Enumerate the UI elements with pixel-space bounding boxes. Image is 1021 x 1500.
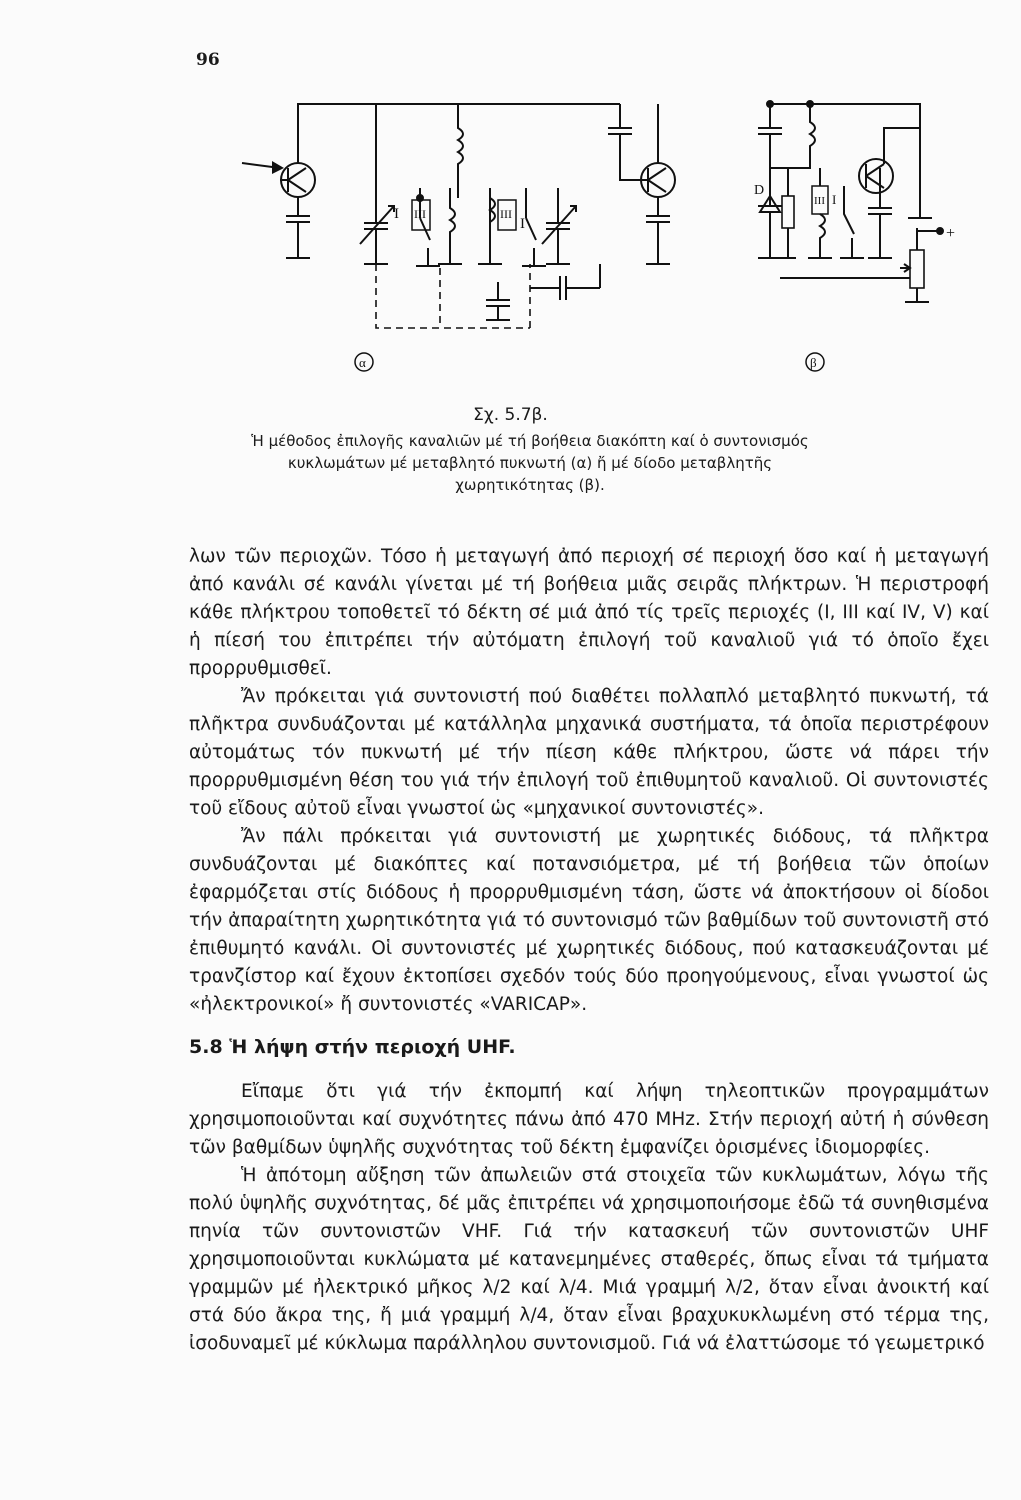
section-heading: 5.8 Ἡ λήψη στήν περιοχή UHF.	[189, 1036, 516, 1058]
roman-Ib-label: I	[520, 216, 525, 232]
roman-Ic-label: I	[832, 192, 837, 207]
roman-IIIc-label: III	[814, 195, 825, 207]
label-alpha: α	[359, 355, 366, 370]
roman-IIIb-label: III	[500, 207, 512, 221]
label-beta: β	[810, 355, 817, 370]
roman-III-label: III	[414, 207, 426, 221]
roman-I-label: I	[394, 206, 399, 222]
figure-caption-title: Σχ. 5.7β.	[473, 405, 548, 425]
plus-label: +	[946, 225, 956, 242]
body-text-section	[189, 1078, 989, 1358]
paragraph-2: Ἄν πρόκειται γιά συντονιστή πού διαθέτει πολλαπλό μεταβλητό πυκνωτή, τά πλῆκτρα συνδυάζονται μέ κατάλληλα μηχανικά συστήματα, τά ὁποῖα περιστρέφουν αὐτομάτως τόν πυκνωτή μέ τήν πίεση κάθε πλήκτρου, ὥστε νά πάρει τήν προρρυθμισμένη θέση του γιά τήν ἐπιλογή τοῦ ἐπιθυμητοῦ καναλιοῦ. Οἱ συντονιστές τοῦ εἴδους αὐτοῦ εἶναι γνωστοί ὡς «μηχανικοί συντονιστές».	[189, 686, 989, 819]
diode-label: D	[754, 183, 765, 198]
circuit-figure	[180, 88, 960, 388]
section-paragraph-1: Εἴπαμε ὅτι γιά τήν ἐκπομπή καί λήψη τηλεοπτικῶν προγραμμάτων χρησιμοποιοῦνται καί συχνότητες πάνω ἀπό 470 MHz. Στήν περιοχή αὐτή ἡ σύνθεση τῶν βαθμίδων ὑψηλῆς συχνότητας τοῦ δέκτη ἐμφανίζει ὁρισμένες ἰδιομορφίες.	[189, 1081, 989, 1158]
circuit-b	[754, 101, 955, 371]
figure-caption-text: Ἡ μέθοδος ἐπιλογῆς καναλιῶν μέ τή βοήθεια διακόπτη καί ὁ συντονισμός κυκλωμάτων μέ μεταβλητό πυκνωτή (α) ἤ μέ δίοδο μεταβλητῆς χωρητικότητας (β).	[251, 432, 809, 494]
section-paragraph-2: Ἡ ἀπότομη αὔξηση τῶν ἀπωλειῶν στά στοιχεῖα τῶν κυκλωμάτων, λόγω τῆς πολύ ὑψηλῆς συχνότητας, δέ μᾶς ἐπιτρέπει νά χρησιμοποιήσομε ἐδῶ τά συνηθισμένα πηνία τῶν συντονιστῶν VHF. Γιά τήν κατασκευή τῶν συντονιστῶν UHF χρησιμοποιοῦνται κυκλώματα μέ κατανεμημένες σταθερές, ὅπως εἶναι τά τμήματα γραμμῶν μέ ἠλεκτρικό μῆκος λ/2 καί λ/4. Μιά γραμμή λ/2, ὅταν εἶναι ἀνοικτή καί στά δύο ἄκρα της, ἤ μιά γραμμή λ/4, ὅταν εἶναι βραχυκυκλωμένη στό τέρμα της, ἰσοδυναμεῖ μέ κύκλωμα παράλληλου συντονισμοῦ. Γιά νά ἐλαττώσομε τό γεωμετρικό	[189, 1165, 989, 1354]
paragraph-1: λων τῶν περιοχῶν. Τόσο ἡ μεταγωγή ἀπό περιοχή σέ περιοχή ὅσο καί ἡ μεταγωγή ἀπό κανάλι σέ κανάλι γίνεται μέ τή βοήθεια μιᾶς σειρᾶς πλήκτρων. Ἡ περιστροφή κάθε πλήκτρου τοποθετεῖ τό δέκτη σέ μιά ἀπό τίς τρεῖς περιοχές (Ι, ΙΙΙ καί IV, V) καί ἡ πίεσή του ἐπιτρέπει τήν αὐτόματη ἐπιλογή τοῦ καναλιοῦ γιά τό ὁποῖο ἔχει προρρυθμισθεῖ.	[189, 546, 989, 679]
page-number: 96	[196, 50, 220, 70]
circuit-a	[242, 104, 675, 371]
body-text-top	[189, 543, 989, 1019]
transistor-3	[859, 159, 893, 193]
paragraph-3: Ἄν πάλι πρόκειται γιά συντονιστή με χωρητικές διόδους, τά πλῆκτρα συνδυάζονται μέ διακόπτες καί ποτανσιόμετρα, μέ τή βοήθεια τῶν ὁποίων ἐφαρμόζεται στίς διόδους ἡ προρρυθμισμένη τάση, ὥστε νά ἀποκτήσουν οἱ δίοδοι τήν ἀπαραίτητη χωρητικότητα γιά τό συντονισμό τῶν βαθμίδων τοῦ συντονιστῆ στό ἐπιθυμητό κανάλι. Οἱ συντονιστές μέ χωρητικές διόδους, πού κατασκευάζονται μέ τρανζίστορ καί ἔχουν ἐκτοπίσει σχεδόν τούς δύο προηγούμενους, εἶναι γνωστοί ὡς «ἠλεκτρονικοί» ἤ συντονιστές «VARICAP».	[189, 826, 989, 1015]
